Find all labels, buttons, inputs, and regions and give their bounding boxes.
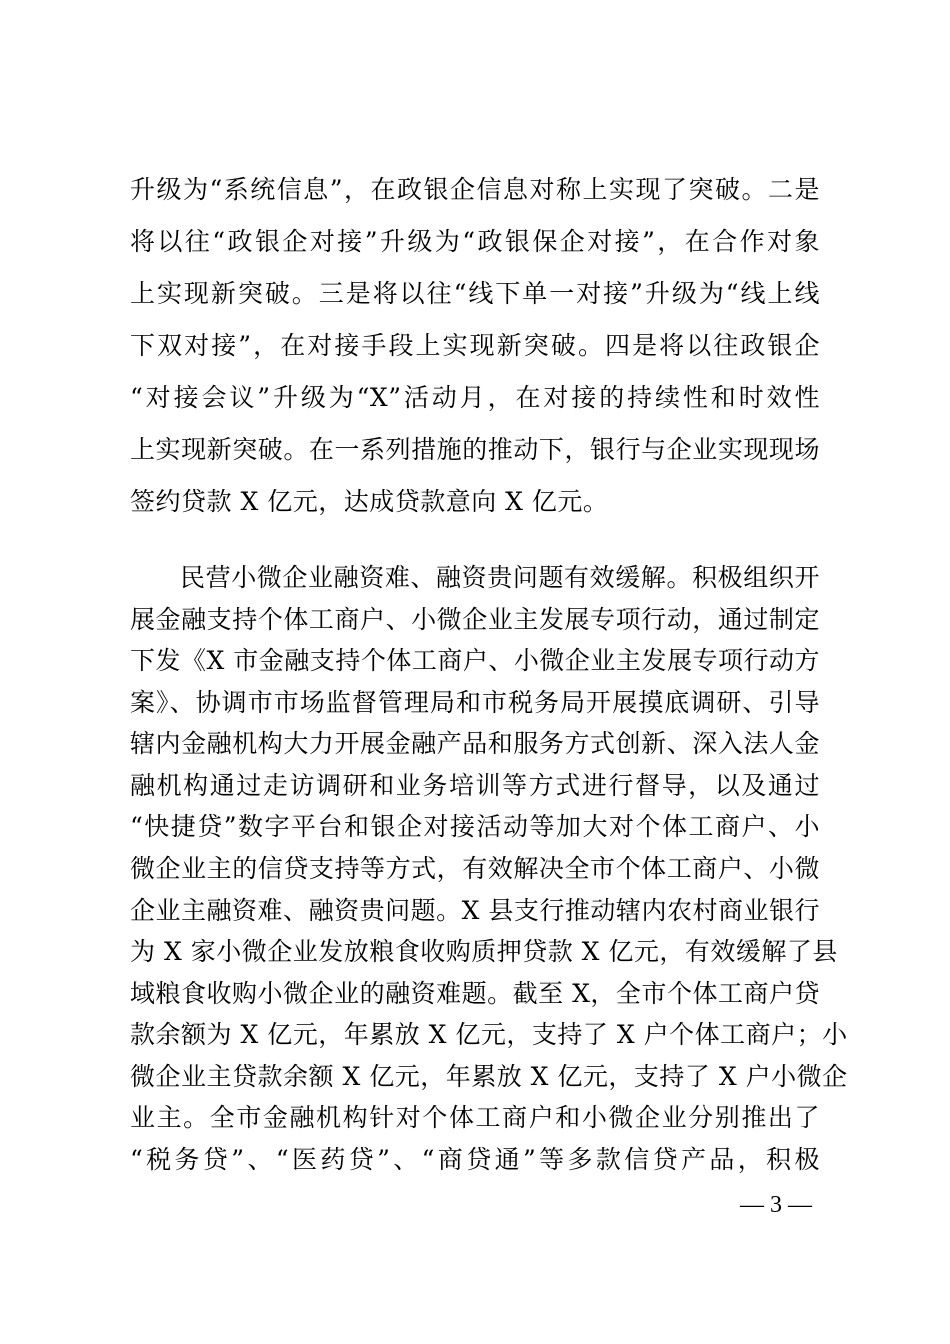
text-line: “对接会议”升级为“X”活动月，在对接的持续性和时效性 bbox=[130, 383, 820, 412]
page-number: — 3 — bbox=[740, 1192, 812, 1218]
text-line: 案》、协调市市场监督管理局和市税务局开展摸底调研、引导 bbox=[130, 688, 820, 717]
text-line: 上实现新突破。三是将以往“线下单一对接”升级为“线上线 bbox=[130, 279, 820, 308]
text-line: 签约贷款 X 亿元，达成贷款意向 X 亿元。 bbox=[130, 487, 609, 516]
text-line: 展金融支持个体工商户、小微企业主发展专项行动，通过制定 bbox=[130, 605, 820, 634]
text-line: 上实现新突破。在一系列措施的推动下，银行与企业实现现场 bbox=[130, 435, 820, 464]
text-line: “快捷贷”数字平台和银企对接活动等加大对个体工商户、小 bbox=[130, 812, 820, 841]
text-line: 升级为“系统信息”，在政银企信息对称上实现了突破。二是 bbox=[130, 175, 820, 204]
text-line: 域粮食收购小微企业的融资难题。截至 X，全市个体工商户贷 bbox=[130, 979, 820, 1008]
text-line: 下双对接”，在对接手段上实现新突破。四是将以往政银企 bbox=[130, 331, 820, 360]
text-line: 将以往“政银企对接”升级为“政银保企对接”，在合作对象 bbox=[130, 227, 820, 256]
text-line: 款余额为 X 亿元，年累放 X 亿元，支持了 X 户个体工商户；小 bbox=[130, 1020, 848, 1049]
text-line: 微企业主的信贷支持等方式，有效解决全市个体工商户、小微 bbox=[130, 854, 820, 883]
text-line: 微企业主贷款余额 X 亿元，年累放 X 亿元，支持了 X 户小微企 bbox=[130, 1062, 848, 1091]
text-line: 业主。全市金融机构针对个体工商户和小微企业分别推出了 bbox=[130, 1103, 820, 1132]
text-line: 为 X 家小微企业发放粮食收购质押贷款 X 亿元，有效缓解了县 bbox=[130, 937, 838, 966]
text-line: 企业主融资难、融资贵问题。X 县支行推动辖内农村商业银行 bbox=[130, 896, 820, 925]
text-line: “税务贷”、“医药贷”、“商贷通”等多款信贷产品，积极 bbox=[130, 1145, 820, 1174]
text-line: 辖内金融机构大力开展金融产品和服务方式创新、深入法人金 bbox=[130, 729, 820, 758]
text-line: 融机构通过走访调研和业务培训等方式进行督导，以及通过 bbox=[130, 771, 820, 800]
text-line: 下发《X 市金融支持个体工商户、小微企业主发展专项行动方 bbox=[130, 646, 820, 675]
text-line: 民营小微企业融资难、融资贵问题有效缓解。积极组织开 bbox=[180, 563, 820, 592]
